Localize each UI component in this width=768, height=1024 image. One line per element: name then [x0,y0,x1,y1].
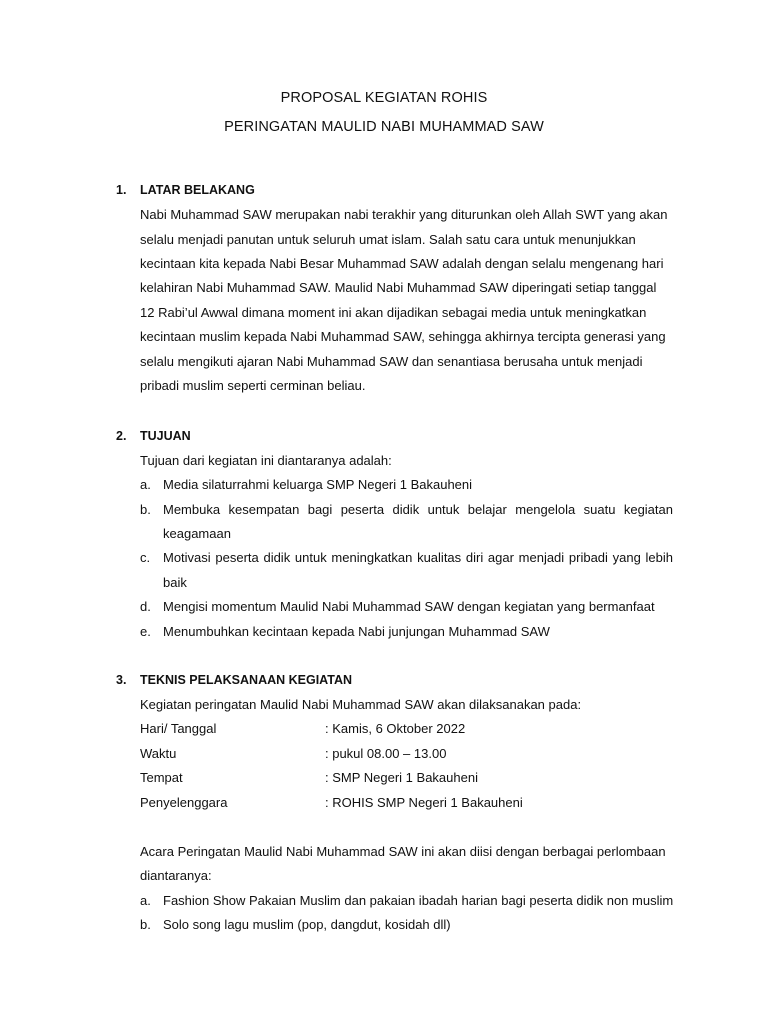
paragraph-line: selalu mengikuti ajaran Nabi Muhammad SAW dan senantiasa berusaha untuk menjadi [140,354,643,369]
list-item-text-continuation: baik [163,575,187,590]
section-intro: Kegiatan peringatan Maulid Nabi Muhammad SAW akan dilaksanakan pada: [140,697,582,712]
list-item-text: Motivasi peserta didik untuk meningkatkan kualitas diri agar menjadi pribadi yang lebih [163,550,673,565]
list-item-text: Menumbuhkan kecintaan kepada Nabi junjungan Muhammad SAW [163,624,550,639]
list-item-letter: d. [140,599,151,614]
document-title: PROPOSAL KEGIATAN ROHIS [280,90,488,106]
paragraph-line: Nabi Muhammad SAW merupakan nabi terakhir yang diturunkan oleh Allah SWT yang akan [140,207,668,222]
detail-label-date: Hari/ Tanggal [140,721,217,736]
section-heading-tujuan: TUJUAN [140,429,191,443]
list-item-letter: c. [140,550,151,565]
list-item-text-continuation: keagamaan [163,526,231,541]
list-item-letter: b. [140,502,151,517]
detail-value-time: : pukul 08.00 – 13.00 [325,746,447,761]
document-subtitle: PERINGATAN MAULID NABI MUHAMMAD SAW [224,119,544,135]
list-item-letter: b. [140,917,151,932]
section-heading-teknis-pelaksanaan: TEKNIS PELAKSANAAN KEGIATAN [140,673,353,687]
detail-value-organizer: : ROHIS SMP Negeri 1 Bakauheni [325,795,523,810]
list-item-letter: e. [140,624,151,639]
section-number: 2. [116,429,127,443]
section-number: 1. [116,183,127,197]
paragraph-line: kecintaan muslim kepada Nabi Muhammad SAW, sehingga akhirnya tercipta generasi yang [140,329,666,344]
list-item-text: Membuka kesempatan bagi peserta didik untuk belajar mengelola suatu kegiatan [163,502,673,517]
detail-label-time: Waktu [140,746,177,761]
paragraph-line: selalu menjadi panutan untuk seluruh umat islam. Salah satu cara untuk menunjukkan [140,232,636,247]
detail-value-place: : SMP Negeri 1 Bakauheni [325,770,478,785]
paragraph-line: Acara Peringatan Maulid Nabi Muhammad SAW ini akan diisi dengan berbagai perlombaan [140,844,666,859]
list-item-text: Fashion Show Pakaian Muslim dan pakaian ibadah harian bagi peserta didik non muslim [163,893,674,908]
section-heading-latar-belakang: LATAR BELAKANG [140,183,255,197]
paragraph-line: 12 Rabi’ul Awwal dimana moment ini akan dijadikan sebagai media untuk meningkatkan [140,305,647,320]
paragraph-line: pribadi muslim seperti cerminan beliau. [140,378,366,393]
paragraph-line: diantaranya: [140,868,212,883]
list-item-letter: a. [140,893,151,908]
section-intro: Tujuan dari kegiatan ini diantaranya adalah: [140,453,392,468]
paragraph-line: kecintaan kita kepada Nabi Besar Muhammad SAW adalah dengan selalu mengenang hari [140,256,664,271]
list-item-text: Media silaturrahmi keluarga SMP Negeri 1 Bakauheni [163,477,473,492]
section-number: 3. [116,673,127,687]
list-item-text: Solo song lagu muslim (pop, dangdut, kosidah dll) [163,917,451,932]
list-item-letter: a. [140,477,151,492]
detail-label-organizer: Penyelenggara [140,795,228,810]
detail-label-place: Tempat [140,770,183,785]
paragraph-line: kelahiran Nabi Muhammad SAW. Maulid Nabi Muhammad SAW diperingati setiap tanggal [140,280,657,295]
detail-value-date: : Kamis, 6 Oktober 2022 [325,721,466,736]
list-item-text: Mengisi momentum Maulid Nabi Muhammad SAW dengan kegiatan yang bermanfaat [163,599,655,614]
